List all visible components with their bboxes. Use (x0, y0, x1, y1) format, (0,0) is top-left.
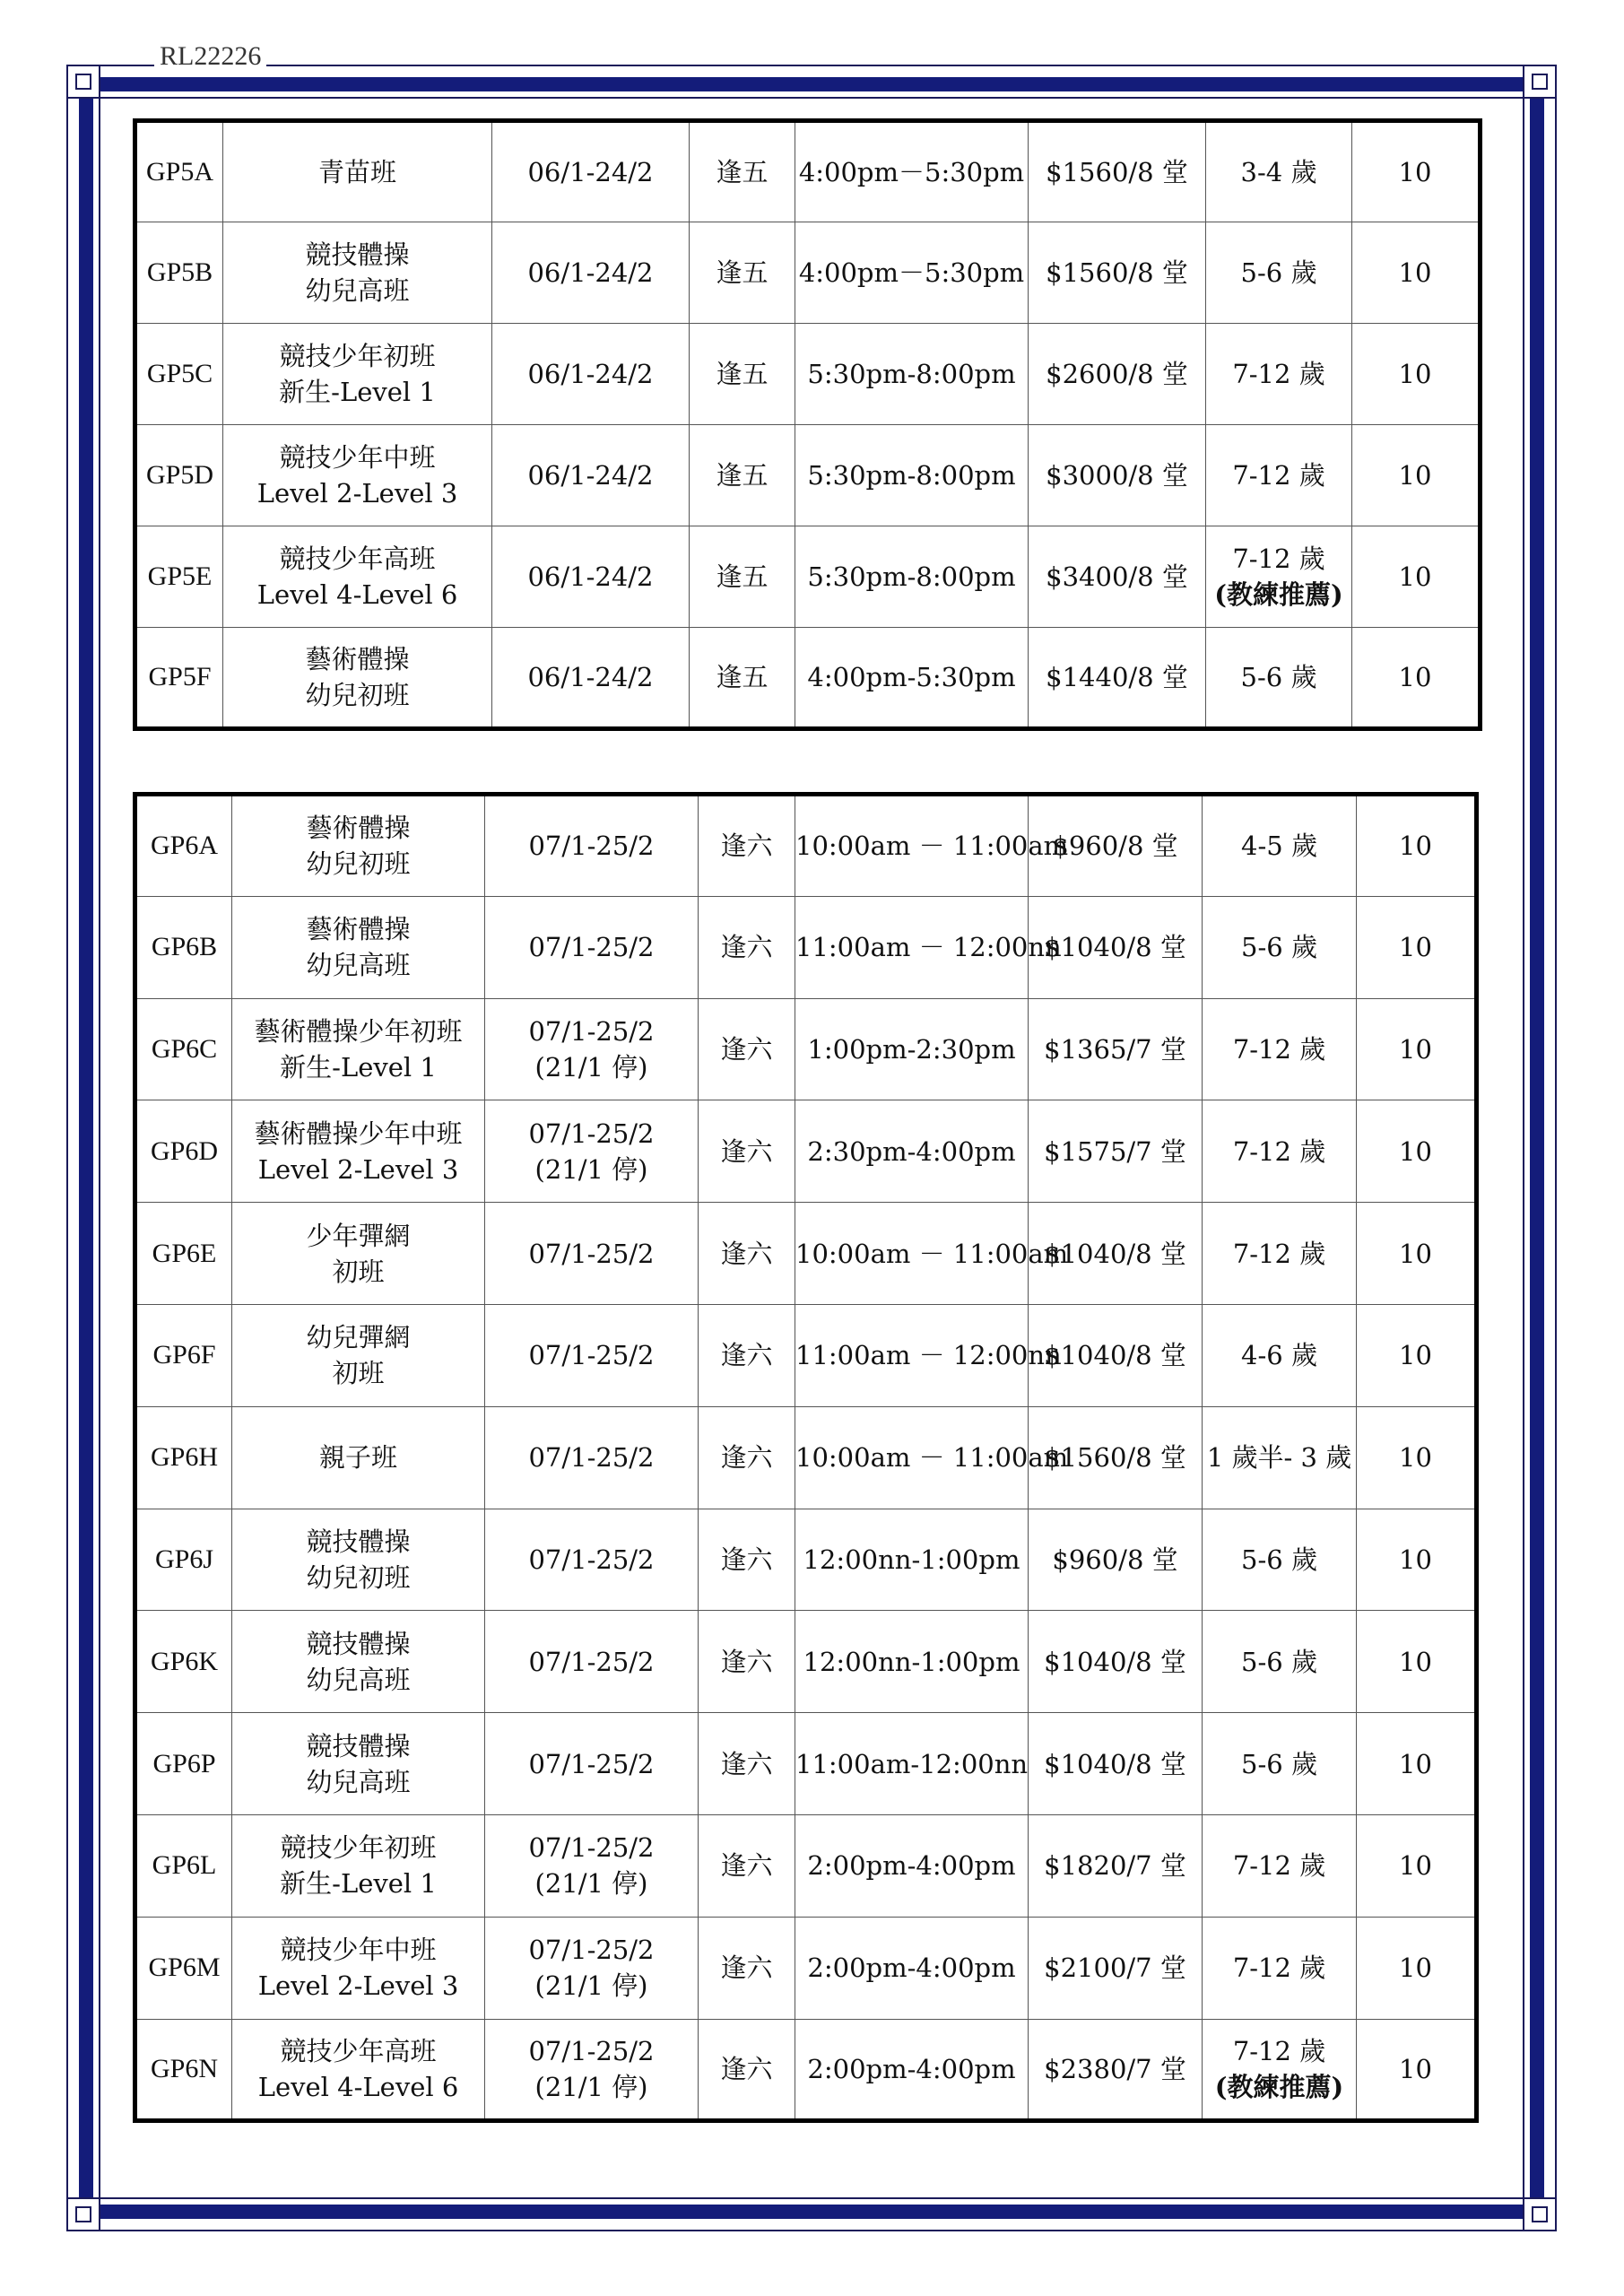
age-line: 5-6 歲 (1241, 1544, 1317, 1575)
class-name-line: 藝術體操 (306, 914, 411, 945)
date-range-line: 06/1-24/2 (527, 359, 654, 389)
weekday-cell: 逢六 (699, 795, 795, 897)
class-name-cell (223, 628, 492, 729)
class-name-line: 競技體操 (306, 1730, 411, 1761)
class-name-line: 幼兒初班 (305, 680, 410, 710)
age-line: 5-6 歲 (1241, 1646, 1317, 1677)
quota-cell: 10 (1352, 222, 1481, 324)
class-name-line: 初班 (332, 1256, 385, 1287)
date-range-line: 07/1-25/2 (528, 1238, 655, 1269)
age-line: 4-5 歲 (1241, 831, 1317, 862)
frame-corner-top-right (1523, 65, 1557, 99)
quota-cell: 10 (1357, 795, 1477, 897)
quota-cell: 10 (1357, 1814, 1477, 1917)
date-range-cell (485, 795, 699, 897)
quota-cell: 10 (1357, 1406, 1477, 1509)
date-range-line: (21/1 停) (534, 1051, 648, 1083)
date-range-line: 06/1-24/2 (527, 257, 654, 288)
date-range-cell (485, 1611, 699, 1713)
table-row (135, 222, 1481, 324)
table-row (135, 526, 1481, 628)
class-name-cell (232, 1203, 485, 1305)
date-range-line: 06/1-24/2 (527, 561, 654, 592)
time-cell: 10:00am － 11:00am (795, 1203, 1029, 1305)
fee-cell: $960/8 堂 (1029, 795, 1203, 897)
class-code-cell: GP6E (135, 1203, 232, 1305)
class-name-line: 初班 (332, 1358, 385, 1389)
class-code-cell: GP5E (135, 526, 223, 628)
date-range-cell (492, 425, 690, 526)
age-cell (1203, 998, 1357, 1100)
age-cell (1203, 1917, 1357, 2019)
date-range-cell (485, 2019, 699, 2121)
friday-class-table (133, 118, 1482, 731)
class-name-cell (232, 2019, 485, 2121)
age-line: 7-12 歲 (1232, 1033, 1326, 1065)
fee-cell: $3400/8 堂 (1029, 526, 1206, 628)
class-name-line: 幼兒高班 (306, 1664, 411, 1695)
age-cell (1203, 1611, 1357, 1713)
quota-cell: 10 (1357, 1611, 1477, 1713)
fee-cell: $1040/8 堂 (1029, 896, 1203, 998)
document-code: RL22226 (154, 41, 266, 72)
date-range-line: 06/1-24/2 (527, 662, 654, 692)
class-code-cell: GP6B (135, 896, 232, 998)
date-range-line: (21/1 停) (534, 1868, 648, 1900)
class-code-cell: GP5C (135, 324, 223, 425)
weekday-cell: 逢六 (699, 998, 795, 1100)
class-code-cell: GP5A (135, 121, 223, 222)
class-name-cell (232, 795, 485, 897)
class-name-line: 幼兒初班 (306, 848, 411, 880)
weekday-cell: 逢五 (690, 628, 795, 729)
class-name-line: 競技體操 (306, 1628, 411, 1659)
class-name-cell (232, 1100, 485, 1203)
date-range-line: 07/1-25/2 (528, 1118, 655, 1149)
frame-corner-top-left (66, 65, 100, 99)
class-name-cell (232, 1406, 485, 1509)
fee-cell: $1560/8 堂 (1029, 222, 1206, 324)
weekday-cell: 逢六 (699, 1203, 795, 1305)
class-code-cell: GP5D (135, 425, 223, 526)
time-cell: 2:00pm-4:00pm (795, 1917, 1029, 2019)
date-range-line: 07/1-25/2 (528, 1935, 655, 1966)
table-row (135, 1304, 1477, 1406)
class-code-cell: GP6L (135, 1814, 232, 1917)
class-name-cell (232, 896, 485, 998)
quota-cell: 10 (1357, 998, 1477, 1100)
table-row (135, 1406, 1477, 1509)
class-name-line: 競技少年初班 (279, 341, 436, 371)
class-name-cell (232, 1611, 485, 1713)
age-cell (1203, 1713, 1357, 1815)
quota-cell: 10 (1352, 324, 1481, 425)
weekday-cell: 逢六 (699, 1611, 795, 1713)
date-range-cell (492, 121, 690, 222)
time-cell: 4:00pm-5:30pm (795, 628, 1029, 729)
table-row (135, 2019, 1477, 2121)
age-cell (1203, 1509, 1357, 1611)
weekday-cell: 逢六 (699, 1917, 795, 2019)
time-cell: 12:00nn-1:00pm (795, 1611, 1029, 1713)
class-name-cell (223, 222, 492, 324)
fee-cell: $1575/7 堂 (1029, 1100, 1203, 1203)
date-range-line: 07/1-25/2 (528, 1832, 655, 1864)
class-name-cell (232, 1917, 485, 2019)
class-name-line: Level 4-Level 6 (256, 579, 458, 610)
age-line: 7-12 歲 (1232, 2035, 1326, 2066)
quota-cell: 10 (1357, 1917, 1477, 2019)
date-range-cell (485, 1100, 699, 1203)
class-code-cell: GP6H (135, 1406, 232, 1509)
date-range-line: 07/1-25/2 (528, 831, 655, 862)
age-cell (1206, 526, 1352, 628)
time-cell: 10:00am － 11:00am (795, 1406, 1029, 1509)
age-line: 1 歲半- 3 歲 (1206, 1442, 1352, 1474)
quota-cell: 10 (1357, 1100, 1477, 1203)
table-row (135, 425, 1481, 526)
time-cell: 5:30pm-8:00pm (795, 425, 1029, 526)
table-row (135, 1509, 1477, 1611)
table-row (135, 1814, 1477, 1917)
class-name-line: 青苗班 (317, 157, 396, 187)
weekday-cell: 逢五 (690, 121, 795, 222)
class-code-cell: GP6P (135, 1713, 232, 1815)
class-name-line: 競技少年初班 (280, 1832, 437, 1864)
class-name-line: 競技少年中班 (279, 442, 436, 473)
class-name-cell (232, 1509, 485, 1611)
quota-cell: 10 (1357, 1304, 1477, 1406)
time-cell: 11:00am-12:00nn (795, 1713, 1029, 1815)
age-cell (1203, 1100, 1357, 1203)
time-cell: 2:00pm-4:00pm (795, 1814, 1029, 1917)
class-name-cell (223, 526, 492, 628)
class-code-cell: GP6F (135, 1304, 232, 1406)
quota-cell: 10 (1357, 1509, 1477, 1611)
class-name-cell (232, 1713, 485, 1815)
age-cell (1203, 795, 1357, 897)
class-name-line: 少年彈網 (306, 1220, 411, 1251)
date-range-line: 07/1-25/2 (528, 1442, 655, 1474)
date-range-line: (21/1 停) (534, 1153, 648, 1185)
date-range-cell (492, 324, 690, 425)
fee-cell: $1040/8 堂 (1029, 1611, 1203, 1713)
age-cell (1203, 1304, 1357, 1406)
fee-cell: $2380/7 堂 (1029, 2019, 1203, 2121)
age-cell (1206, 222, 1352, 324)
class-code-cell: GP6M (135, 1917, 232, 2019)
class-name-line: 親子班 (318, 1442, 397, 1474)
class-name-line: 幼兒彈網 (306, 1322, 411, 1353)
date-range-line: 06/1-24/2 (527, 157, 654, 187)
age-line: (教練推薦) (1214, 2071, 1344, 2102)
fee-cell: $2100/7 堂 (1029, 1917, 1203, 2019)
age-line: 7-12 歲 (1232, 544, 1325, 574)
class-code-cell: GP5B (135, 222, 223, 324)
weekday-cell: 逢六 (699, 1100, 795, 1203)
quota-cell: 10 (1352, 425, 1481, 526)
age-cell (1206, 324, 1352, 425)
weekday-cell: 逢六 (699, 2019, 795, 2121)
class-code-cell: GP6A (135, 795, 232, 897)
quota-cell: 10 (1357, 896, 1477, 998)
time-cell: 2:00pm-4:00pm (795, 2019, 1029, 2121)
class-code-cell: GP6N (135, 2019, 232, 2121)
time-cell: 4:00pm－5:30pm (795, 121, 1029, 222)
class-name-line: Level 2-Level 3 (257, 1970, 459, 2002)
fee-cell: $1440/8 堂 (1029, 628, 1206, 729)
date-range-line: 07/1-25/2 (528, 1748, 655, 1779)
fee-cell: $1820/7 堂 (1029, 1814, 1203, 1917)
time-cell: 1:00pm-2:30pm (795, 998, 1029, 1100)
time-cell: 5:30pm-8:00pm (795, 526, 1029, 628)
fee-cell: $1040/8 堂 (1029, 1713, 1203, 1815)
fee-cell: $1560/8 堂 (1029, 1406, 1203, 1509)
weekday-cell: 逢五 (690, 222, 795, 324)
class-name-line: 藝術體操 (305, 644, 410, 674)
age-line: 5-6 歲 (1240, 662, 1317, 692)
table-row (135, 1713, 1477, 1815)
class-name-line: 幼兒高班 (305, 275, 410, 306)
class-name-line: 競技少年中班 (280, 1935, 437, 1966)
date-range-line: 07/1-25/2 (528, 1646, 655, 1677)
date-range-cell (485, 998, 699, 1100)
fee-cell: $1560/8 堂 (1029, 121, 1206, 222)
class-code-cell: GP6D (135, 1100, 232, 1203)
class-name-cell (232, 1814, 485, 1917)
age-cell (1206, 121, 1352, 222)
weekday-cell: 逢五 (690, 425, 795, 526)
table-row (135, 1611, 1477, 1713)
date-range-line: 07/1-25/2 (528, 932, 655, 963)
age-cell (1203, 896, 1357, 998)
class-name-line: 競技少年高班 (280, 2035, 437, 2066)
date-range-line: 06/1-24/2 (527, 460, 654, 491)
weekday-cell: 逢六 (699, 1304, 795, 1406)
class-name-line: 競技體操 (305, 239, 410, 270)
class-code-cell: GP5F (135, 628, 223, 729)
table-row (135, 896, 1477, 998)
time-cell: 2:30pm-4:00pm (795, 1100, 1029, 1203)
class-name-cell (223, 425, 492, 526)
table-row (135, 324, 1481, 425)
quota-cell: 10 (1352, 628, 1481, 729)
date-range-cell (492, 526, 690, 628)
frame-corner-bottom-left (66, 2197, 100, 2231)
age-cell (1203, 1203, 1357, 1305)
quota-cell: 10 (1352, 121, 1481, 222)
time-cell: 12:00nn-1:00pm (795, 1509, 1029, 1611)
class-name-line: 新生-Level 1 (279, 377, 436, 407)
date-range-cell (492, 628, 690, 729)
table-row (135, 121, 1481, 222)
table-row (135, 628, 1481, 729)
fee-cell: $3000/8 堂 (1029, 425, 1206, 526)
age-line: 7-12 歲 (1232, 1238, 1326, 1269)
weekday-cell: 逢六 (699, 1509, 795, 1611)
table-row (135, 795, 1477, 897)
frame-corner-bottom-right (1523, 2197, 1557, 2231)
class-name-line: 藝術體操少年中班 (254, 1118, 463, 1149)
age-cell (1203, 1406, 1357, 1509)
class-name-line: 幼兒高班 (306, 950, 411, 981)
table-row (135, 1917, 1477, 2019)
age-line: 7-12 歲 (1232, 460, 1325, 491)
age-cell (1203, 2019, 1357, 2121)
age-line: (教練推薦) (1214, 579, 1343, 610)
age-line: 5-6 歲 (1241, 1748, 1317, 1779)
age-line: 7-12 歲 (1232, 1952, 1326, 1984)
class-name-line: Level 2-Level 3 (257, 1153, 459, 1185)
class-name-cell (232, 998, 485, 1100)
time-cell: 10:00am － 11:00am (795, 795, 1029, 897)
quota-cell: 10 (1357, 1713, 1477, 1815)
class-name-line: 新生-Level 1 (280, 1868, 437, 1900)
quota-cell: 10 (1357, 1203, 1477, 1305)
date-range-cell (485, 1406, 699, 1509)
age-line: 5-6 歲 (1240, 257, 1317, 288)
class-code-cell: GP6C (135, 998, 232, 1100)
class-name-line: 幼兒高班 (306, 1766, 411, 1797)
fee-cell: $2600/8 堂 (1029, 324, 1206, 425)
class-name-cell (223, 121, 492, 222)
age-line: 7-12 歲 (1232, 1850, 1326, 1882)
age-cell (1206, 628, 1352, 729)
date-range-line: 07/1-25/2 (528, 1340, 655, 1371)
class-name-line: 新生-Level 1 (280, 1051, 437, 1083)
fee-cell: $1040/8 堂 (1029, 1304, 1203, 1406)
fee-cell: $1365/7 堂 (1029, 998, 1203, 1100)
weekday-cell: 逢六 (699, 1814, 795, 1917)
weekday-cell: 逢五 (690, 526, 795, 628)
date-range-cell (485, 896, 699, 998)
date-range-line: 07/1-25/2 (528, 1015, 655, 1047)
date-range-cell (485, 1713, 699, 1815)
table-row (135, 998, 1477, 1100)
time-cell: 5:30pm-8:00pm (795, 324, 1029, 425)
date-range-cell (492, 222, 690, 324)
weekday-cell: 逢六 (699, 1406, 795, 1509)
class-name-line: Level 2-Level 3 (256, 478, 458, 509)
date-range-cell (485, 1304, 699, 1406)
date-range-line: 07/1-25/2 (528, 2035, 655, 2066)
time-cell: 11:00am － 12:00nn (795, 1304, 1029, 1406)
class-name-line: Level 4-Level 6 (257, 2071, 459, 2102)
quota-cell: 10 (1352, 526, 1481, 628)
weekday-cell: 逢五 (690, 324, 795, 425)
saturday-class-table (133, 792, 1479, 2123)
date-range-cell (485, 1917, 699, 2019)
quota-cell: 10 (1357, 2019, 1477, 2121)
date-range-line: 07/1-25/2 (528, 1544, 655, 1575)
date-range-line: (21/1 停) (534, 2071, 648, 2102)
time-cell: 11:00am － 12:00nn (795, 896, 1029, 998)
table-row (135, 1100, 1477, 1203)
age-line: 5-6 歲 (1241, 932, 1317, 963)
date-range-cell (485, 1814, 699, 1917)
fee-cell: $1040/8 堂 (1029, 1203, 1203, 1305)
weekday-cell: 逢六 (699, 1713, 795, 1815)
class-name-line: 競技體操 (306, 1526, 411, 1557)
date-range-line: (21/1 停) (534, 1970, 648, 2002)
age-cell (1206, 425, 1352, 526)
fee-cell: $960/8 堂 (1029, 1509, 1203, 1611)
class-name-line: 藝術體操 (306, 813, 411, 844)
class-name-line: 競技少年高班 (279, 544, 436, 574)
age-cell (1203, 1814, 1357, 1917)
time-cell: 4:00pm－5:30pm (795, 222, 1029, 324)
table-row (135, 1203, 1477, 1305)
weekday-cell: 逢六 (699, 896, 795, 998)
age-line: 4-6 歲 (1241, 1340, 1317, 1371)
class-code-cell: GP6J (135, 1509, 232, 1611)
age-line: 3-4 歲 (1240, 157, 1317, 187)
class-name-line: 幼兒初班 (306, 1561, 411, 1593)
class-name-line: 藝術體操少年初班 (254, 1015, 463, 1047)
age-line: 7-12 歲 (1232, 1135, 1326, 1167)
class-code-cell: GP6K (135, 1611, 232, 1713)
class-name-cell (232, 1304, 485, 1406)
age-line: 7-12 歲 (1232, 359, 1325, 389)
date-range-cell (485, 1203, 699, 1305)
class-name-cell (223, 324, 492, 425)
date-range-cell (485, 1509, 699, 1611)
